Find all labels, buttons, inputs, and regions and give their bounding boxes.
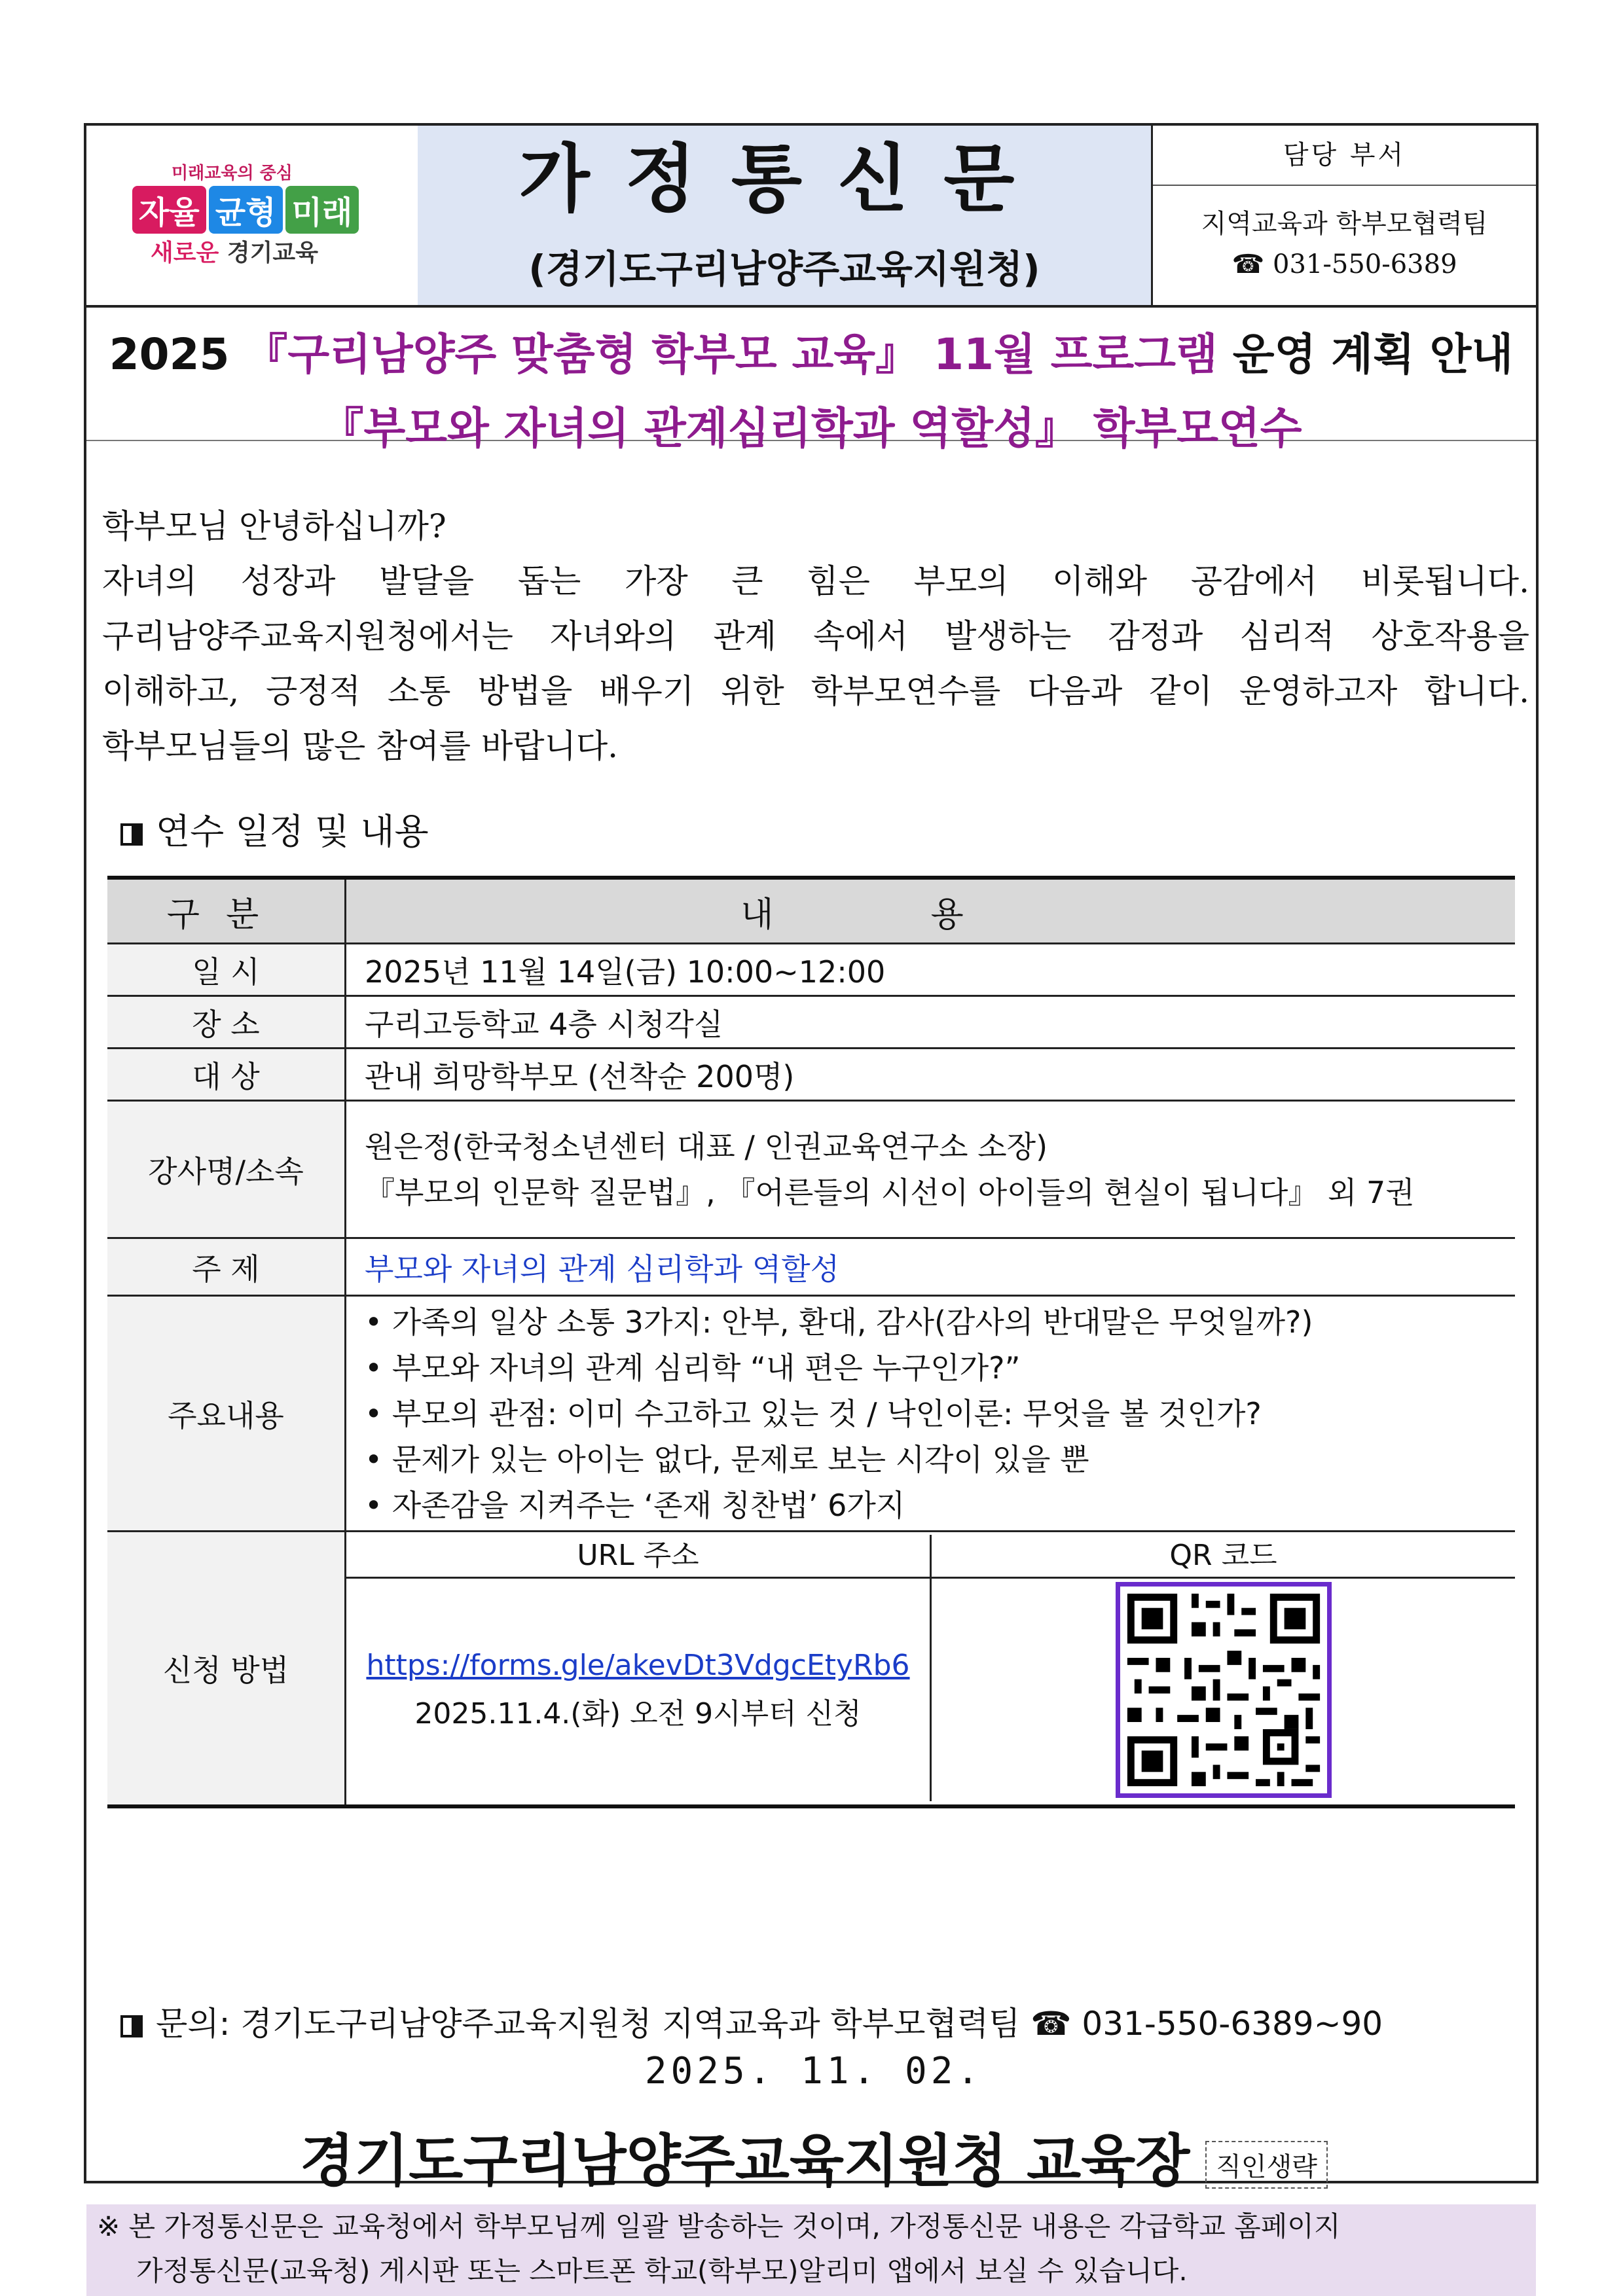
logo-badge-3: 미래 [285,186,359,234]
lecturer-label: 강사명/소속 [107,1101,346,1238]
target-label: 대 상 [107,1049,346,1101]
intro-paragraph [102,499,1529,774]
content-cell [346,1296,1516,1532]
table-row [107,1101,1515,1238]
apply-url-column [346,1535,932,1801]
apply-url-body [346,1579,930,1801]
content-item: • 부모와 자녀의 관계 심리학 “내 편은 누구인가?” [365,1350,1021,1386]
content-item: • 문제가 있는 아이는 없다, 문제로 보는 시각이 있을 뿐 [365,1441,1089,1477]
table-row [107,996,1515,1049]
headline [86,308,1536,454]
signature-text: 경기도구리남양주교육지원청 교육장 [300,2128,1190,2194]
page-subtitle: (경기도구리남양주교육지원청) [528,247,1040,291]
lecturer-cell [346,1101,1516,1238]
content-item-text: 가족의 일상 소통 3가지: 안부, 환대, 감사(감사의 반대말은 무엇일까?) [392,1304,1313,1340]
target-value: 관내 희망학부모 (선착순 200명) [346,1049,1516,1101]
content-item-text: 부모의 관점: 이미 수고하고 있는 것 / 낙인이론: 무엇을 볼 것인가? [392,1395,1262,1431]
url-header: URL 주소 [346,1535,930,1579]
contact-text: 문의: 경기도구리남양주교육지원청 지역교육과 학부모협력팀 ☎ 031-550-6389~90 [156,2005,1383,2043]
apply-qr-body [932,1579,1515,1801]
notice-frame [84,123,1539,2287]
table-row [107,944,1515,996]
content-item-text: 부모와 자녀의 관계 심리학 “내 편은 누구인가?” [392,1350,1021,1386]
lecturer-value-2: 『부모의 인문학 질문법』, 『어른들의 시선이 아이들의 현실이 됩니다』 외 7권 [365,1174,1415,1210]
lecturer-value-1: 원은정(한국청소년센터 대표 / 인권교육연구소 소장) [365,1128,1048,1164]
department-phone: ☎ 031-550-6389 [1231,249,1457,279]
table-header-row [107,878,1515,944]
intro-line-2: 자녀의 성장과 발달을 돕는 가장 큰 힘은 부모의 이해와 공감에서 비롯됩니다. [102,562,1529,600]
content-item: • 자존감을 지켜주는 ‘존재 칭찬법’ 6가지 [365,1487,905,1523]
headline-line-2: 『부모와 자녀의 관계심리학과 역할성』 학부모연수 [320,403,1302,454]
section-heading [120,804,429,854]
contact-square-icon [120,2015,143,2037]
apply-grid [346,1535,1515,1801]
note-line-2: 가정통신문(교육청) 게시판 또는 스마트폰 학교(학부모)알리미 앱에서 보실 수 있습니다. [136,2255,1188,2287]
department-box [1153,126,1536,305]
content-label: 주요내용 [107,1296,346,1532]
apply-label: 신청 방법 [107,1532,346,1806]
logo-badge-1: 자율 [132,186,206,234]
date-label: 일 시 [107,944,346,996]
header [86,126,1536,308]
content-item-text: 자존감을 지켜주는 ‘존재 칭찬법’ 6가지 [392,1487,905,1523]
note-line-1: ※ 본 가정통신문은 교육청에서 학부모님께 일괄 발송하는 것이며, 가정통신문 내용은 각급학교 홈페이지 [97,2210,1341,2242]
section-square-icon [120,823,143,846]
qr-code-icon[interactable] [1116,1582,1332,1798]
table-header-value: 내용 [346,878,1516,944]
table-row [107,1532,1515,1806]
topic-label: 주 제 [107,1238,346,1296]
signature [86,2115,1541,2197]
logo-slogan-top: 미래교육의 중심 [172,164,293,183]
place-value: 구리고등학교 4층 시청각실 [346,996,1516,1049]
bottom-note [86,2204,1536,2296]
title-box [418,126,1153,305]
apply-note: 2025.11.4.(화) 오전 9시부터 신청 [414,1696,862,1731]
headline-year: 2025 [109,329,230,380]
seal-omitted: 직인생략 [1205,2141,1328,2189]
headline-plan: 운영 계획 안내 [1232,329,1514,380]
headline-line-1 [86,319,1536,382]
table-row [107,1049,1515,1101]
topic-value: 부모와 자녀의 관계 심리학과 역할성 [346,1238,1516,1296]
intro-line-4: 이해하고, 긍정적 소통 방법을 배우기 위한 학부모연수를 다음과 같이 운영하고자 합니다. [102,672,1529,710]
logo-badges [132,186,359,234]
contact-line [120,1998,1383,2045]
table-row [107,1238,1515,1296]
logo-slogan-bottom-2: 경기교육 [227,240,318,266]
apply-qr-column [932,1535,1515,1801]
department-name: 지역교육과 학부모협력팀 [1201,209,1488,239]
table-row [107,1296,1515,1532]
intro-line-1: 학부모님 안녕하십니까? [102,507,447,545]
apply-cell [346,1532,1516,1806]
logo-slogan-bottom-1: 새로운 [151,240,219,266]
logo-slogan-bottom [151,234,318,268]
table-header-label: 구분 [107,878,346,944]
place-label: 장 소 [107,996,346,1049]
qr-header: QR 코드 [932,1535,1515,1579]
headline-program: 『구리남양주 맞춤형 학부모 교육』 11월 프로그램 [244,329,1218,380]
content-item: • 부모의 관점: 이미 수고하고 있는 것 / 낙인이론: 무엇을 볼 것인가? [365,1395,1262,1431]
content-item-text: 문제가 있는 아이는 없다, 문제로 보는 시각이 있을 뿐 [392,1441,1089,1477]
logo-badge-2: 균형 [209,186,283,234]
section-title: 연수 일정 및 내용 [156,811,429,852]
logo [86,126,420,305]
schedule-table [107,876,1515,1808]
issue-date: 2025. 11. 02. [644,2050,983,2092]
qr-code-graphic [1120,1587,1327,1793]
page-title: 가정통신문 [519,137,1050,222]
apply-url-link[interactable]: https://forms.gle/akevDt3VdgcEtyRb6 [366,1648,910,1682]
content-item: • 가족의 일상 소통 3가지: 안부, 환대, 감사(감사의 반대말은 무엇일까?) [365,1304,1313,1340]
department-label: 담당 부서 [1153,126,1536,186]
intro-line-3: 구리남양주교육지원청에서는 자녀와의 관계 속에서 발생하는 감정과 심리적 상호작용을 [102,617,1529,655]
intro-line-5: 학부모님들의 많은 참여를 바랍니다. [102,727,619,765]
date-value: 2025년 11월 14일(금) 10:00~12:00 [346,944,1516,996]
